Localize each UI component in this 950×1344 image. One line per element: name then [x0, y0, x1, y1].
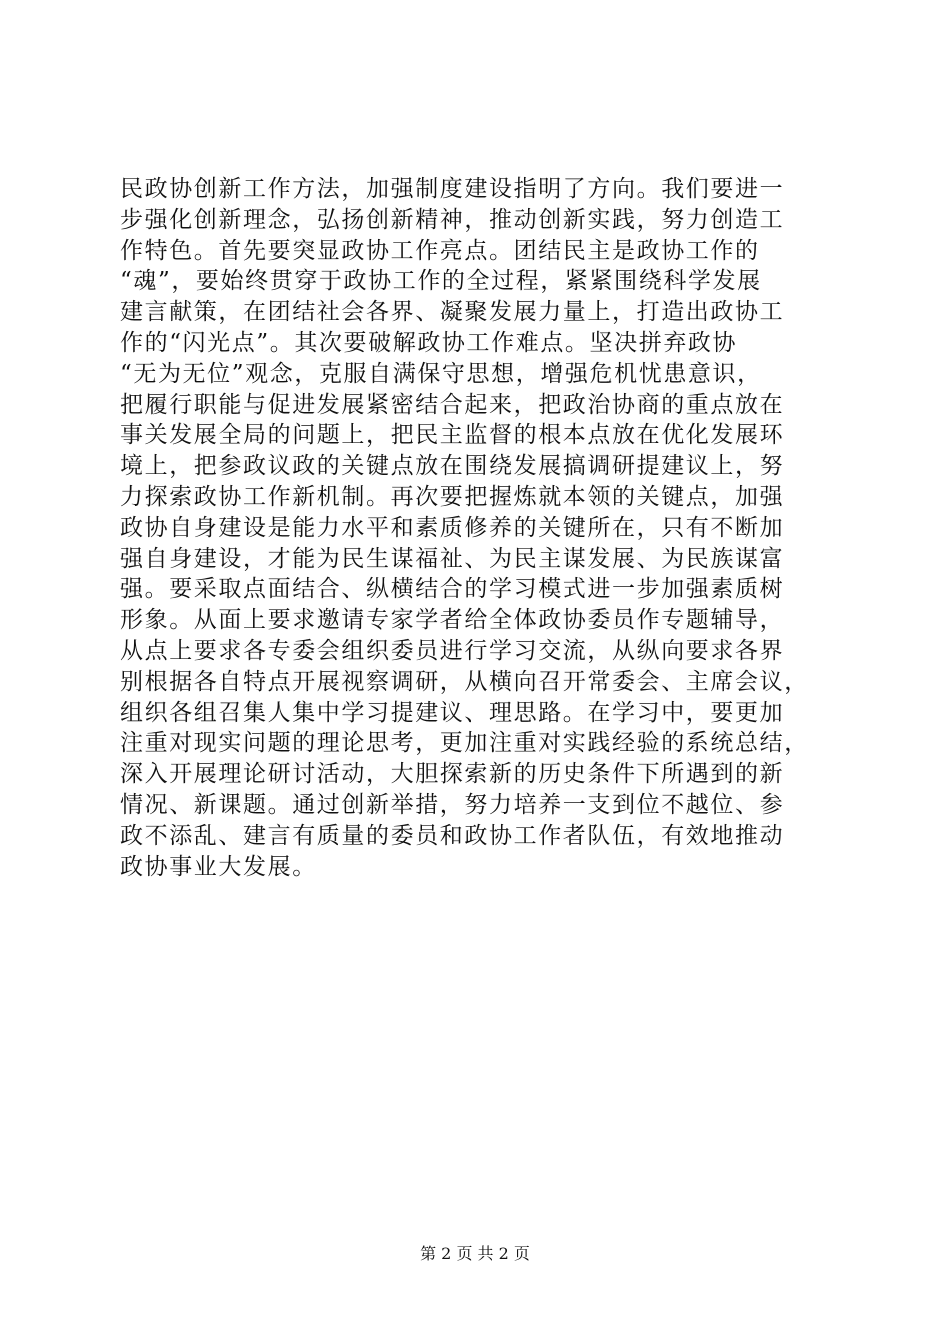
text-line-13: 强自身建设，才能为民生谋福祉、为民主谋发展、为民族谋富	[120, 545, 785, 572]
text-line-5: 建言献策，在团结社会各界、凝聚发展力量上，打造出政协工	[120, 299, 785, 326]
page-number-footer: 第 2 页 共 2 页	[420, 1244, 530, 1263]
text-line-21: 情况、新课题。通过创新举措，努力培养一支到位不越位、参	[120, 791, 785, 818]
text-line-3: 作特色。首先要突显政协工作亮点。团结民主是政协工作的	[120, 237, 760, 264]
text-line-7: “无为无位”观念，克服自满保守思想，增强危机忧患意识，	[120, 360, 762, 387]
text-line-17: 别根据各自特点开展视察调研，从横向召开常委会、主席会议，	[120, 668, 809, 695]
text-line-12: 政协自身建设是能力水平和素质修养的关键所在，只有不断加	[120, 514, 785, 541]
text-line-14: 强。要采取点面结合、纵横结合的学习模式进一步加强素质树	[120, 576, 785, 603]
text-line-23: 政协事业大发展。	[120, 853, 317, 880]
text-line-8: 把履行职能与促进发展紧密结合起来，把政治协商的重点放在	[120, 391, 785, 418]
text-line-15: 形象。从面上要求邀请专家学者给全体政协委员作专题辅导，	[120, 607, 785, 634]
text-line-10: 境上，把参政议政的关键点放在围绕发展搞调研提建议上，努	[120, 453, 785, 480]
text-line-18: 组织各组召集人集中学习提建议、理思路。在学习中，要更加	[120, 699, 785, 726]
text-line-2: 步强化创新理念，弘扬创新精神，推动创新实践，努力创造工	[120, 206, 785, 233]
text-line-4: “魂”，要始终贯穿于政协工作的全过程，紧紧围绕科学发展	[120, 268, 762, 295]
text-line-20: 深入开展理论研讨活动，大胆探索新的历史条件下所遇到的新	[120, 761, 785, 788]
text-line-16: 从点上要求各专委会组织委员进行学习交流，从纵向要求各界	[120, 637, 785, 664]
text-line-1: 民政协创新工作方法，加强制度建设指明了方向。我们要进一	[120, 176, 785, 202]
text-line-11: 力探索政协工作新机制。再次要把握炼就本领的关键点，加强	[120, 483, 785, 510]
body-paragraph	[120, 174, 840, 882]
text-line-22: 政不添乱、建言有质量的委员和政协工作者队伍，有效地推动	[120, 822, 785, 849]
text-line-6: 作的“闪光点”。其次要破解政协工作难点。坚决拼弃政协	[120, 329, 738, 356]
text-line-9: 事关发展全局的问题上，把民主监督的根本点放在优化发展环	[120, 422, 785, 449]
text-line-19: 注重对现实问题的理论思考，更加注重对实践经验的系统总结，	[120, 730, 809, 757]
